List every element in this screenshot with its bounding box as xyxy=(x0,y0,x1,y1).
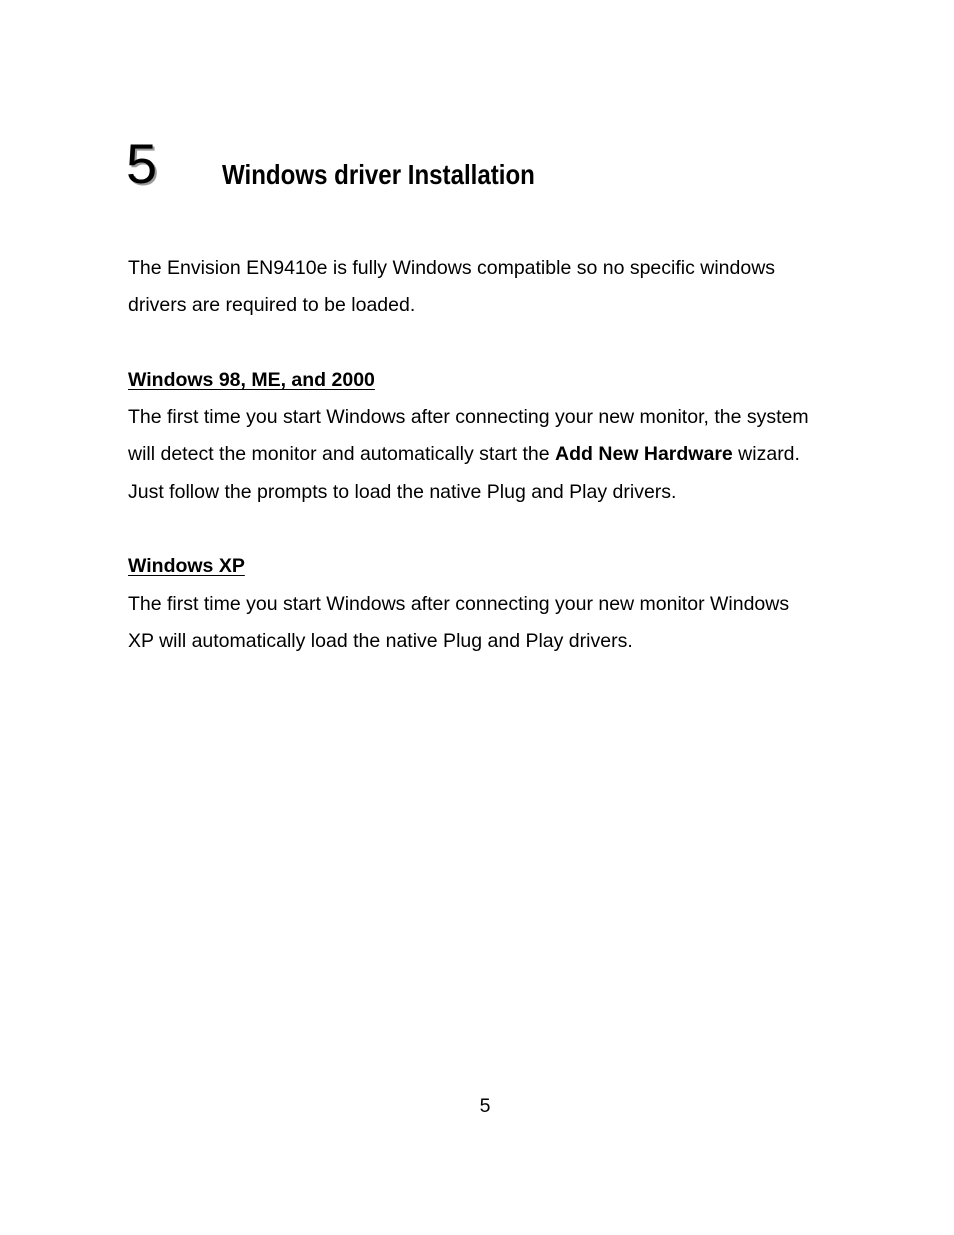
document-body xyxy=(128,250,848,660)
section-98-line-1: The first time you start Windows after connecting your new monitor, the system xyxy=(128,406,809,429)
section-98-line-2 xyxy=(128,436,848,473)
section-98-line-3: Just follow the prompts to load the native Plug and Play drivers. xyxy=(128,480,677,503)
paragraph-gap xyxy=(128,325,848,362)
section-98-line-2-end: wizard. xyxy=(732,443,800,466)
section-heading-windows-98: Windows 98, ME, and 2000 xyxy=(128,368,375,391)
paragraph-gap xyxy=(128,511,848,548)
section-98-line-2-start: will detect the monitor and automatically start the xyxy=(128,443,556,466)
page-number: 5 xyxy=(479,1095,491,1117)
section-heading-windows-xp: Windows XP xyxy=(128,555,245,578)
chapter-number: 5 xyxy=(126,132,158,195)
intro-line-1: The Envision EN9410e is fully Windows compatible so no specific windows xyxy=(128,257,776,279)
intro-line-2: drivers are required to be loaded. xyxy=(128,294,416,317)
chapter-title: Windows driver Installation xyxy=(222,159,535,190)
section-xp-line-2: XP will automatically load the native Plug and Play drivers. xyxy=(128,629,633,652)
add-new-hardware-label: Add New Hardware xyxy=(555,443,733,466)
section-xp-line-1: The first time you start Windows after connecting your new monitor Windows xyxy=(128,592,790,615)
